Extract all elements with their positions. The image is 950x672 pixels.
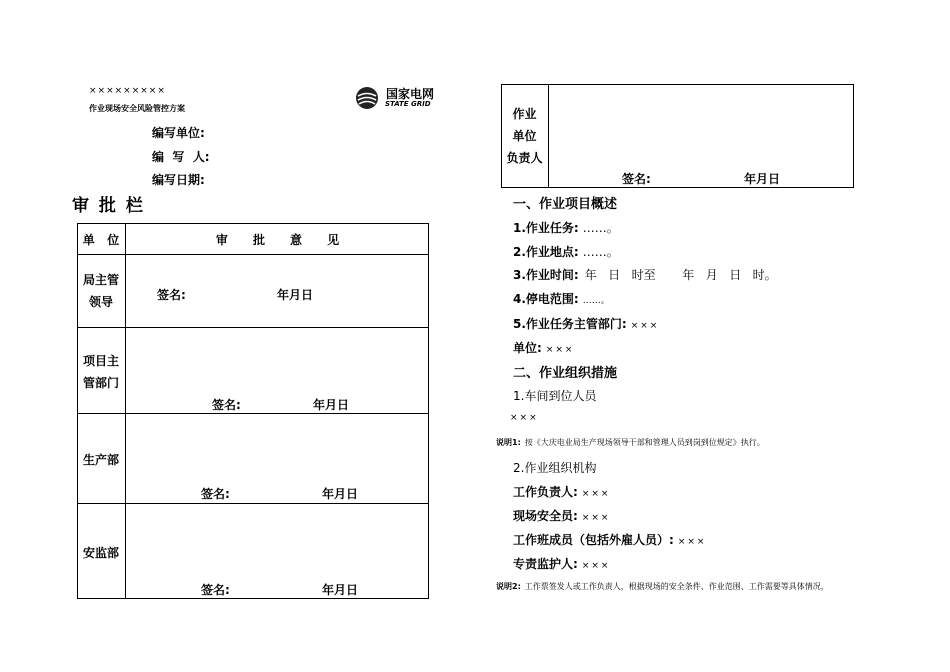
item-value: ××× [630, 321, 660, 331]
row-unit-production [77, 449, 125, 471]
table-row-divider [77, 503, 429, 504]
state-grid-logo [355, 85, 445, 111]
sign-label: 签名: [157, 288, 186, 302]
row-unit-line: 项目主 [82, 354, 119, 368]
item-unit [513, 339, 574, 356]
logo-en-text: STATE GRID [385, 100, 431, 108]
role-label: 工作负责人: [513, 485, 578, 499]
role-value: ××× [677, 537, 707, 547]
section1-title: 一、作业项目概述 [513, 197, 618, 212]
role-value: ××× [581, 561, 611, 571]
logo-cn-text: 国家电网 [386, 87, 435, 101]
role-members [513, 531, 706, 548]
item-label: 4.停电范围: [513, 292, 579, 306]
date-field: 年月日 [322, 583, 359, 597]
note-label: 说明2: [496, 582, 521, 591]
responsible-label-line: 负责人 [506, 151, 543, 165]
role-value: ××× [581, 489, 611, 499]
role-value: ××× [581, 513, 611, 523]
row-unit-leader [77, 269, 125, 313]
responsible-label-line: 单位 [512, 129, 537, 143]
item-label: 1.作业任务: [513, 221, 579, 235]
col-header-unit: 单 位 [82, 233, 120, 247]
unit-label: 编写单位: [152, 126, 205, 140]
date-field: 年月日 [277, 288, 314, 302]
table-row-divider [77, 327, 429, 328]
row-unit-line: 管部门 [82, 376, 119, 390]
row-unit-line: 领导 [88, 295, 113, 309]
sign-label: 签名: [201, 583, 230, 597]
responsible-label-line: 作业 [512, 107, 537, 121]
sign-label: 签名: [212, 398, 241, 412]
note-text: 工作票签发人或工作负责人，根据现场的安全条件、作业范围、工作需要等具体情况， [524, 582, 829, 591]
responsible-col-divider [548, 84, 549, 188]
item-value: ……。 [582, 296, 610, 306]
section2-sub1-value: ××× [510, 413, 539, 423]
item-time [513, 266, 777, 283]
role-label: 工作班成员（包括外雇人员）: [513, 533, 674, 547]
col-header-opinion: 审 批 意 见 [215, 233, 340, 247]
item-label: 2.作业地点: [513, 245, 579, 259]
section2-sub1: 1.车间到位人员 [513, 389, 597, 403]
responsible-label [501, 103, 548, 169]
table-row-divider [77, 254, 429, 255]
responsible-box [501, 84, 854, 188]
note1 [496, 437, 765, 448]
note-label: 说明1: [496, 438, 521, 447]
row-unit-line: 局主管 [82, 273, 119, 287]
author-label: 编 写 人: [152, 150, 210, 164]
doc-title: 作业现场安全风险管控方案 [89, 104, 185, 113]
doc-code: ××××××××× [89, 86, 166, 96]
role-safety [513, 507, 610, 524]
row-unit-line: 生产部 [82, 453, 119, 467]
role-leader [513, 483, 610, 500]
item-value: ……。 [582, 245, 619, 259]
item-label: 5.作业任务主管部门: [513, 317, 627, 331]
approval-table [77, 223, 429, 599]
date-field: 年月日 [322, 487, 359, 501]
item-value: ××× [545, 345, 575, 355]
globe-icon [355, 86, 379, 110]
table-row-divider [77, 413, 429, 414]
item-dept [513, 315, 659, 332]
note2 [496, 581, 829, 592]
role-label: 现场安全员: [513, 509, 578, 523]
row-unit-dept [77, 350, 125, 394]
approval-heading: 审 批 栏 [72, 196, 145, 216]
item-location [513, 243, 619, 260]
date-label: 编写日期: [152, 173, 205, 187]
date-field: 年月日 [313, 398, 350, 412]
section2-sub2: 2.作业组织机构 [513, 461, 597, 475]
row-unit-line: 安监部 [82, 546, 119, 560]
role-label: 专责监护人: [513, 557, 578, 571]
table-col-divider [125, 223, 126, 599]
sign-label: 签名: [622, 172, 651, 186]
item-label: 单位: [513, 341, 542, 355]
note-text: 按《大庆电业局生产现场领导干部和管理人员到岗到位规定》执行。 [524, 438, 765, 447]
section2-title: 二、作业组织措施 [513, 366, 618, 381]
sign-label: 签名: [201, 487, 230, 501]
item-label: 3.作业时间: [513, 268, 579, 282]
item-value: ……。 [582, 221, 619, 235]
item-value: 年 日 时至 年 月 日 时。 [584, 268, 777, 282]
role-guardian [513, 555, 610, 572]
item-task [513, 219, 619, 236]
row-unit-safety [77, 542, 125, 564]
date-field: 年月日 [744, 172, 781, 186]
item-outage [513, 290, 610, 307]
